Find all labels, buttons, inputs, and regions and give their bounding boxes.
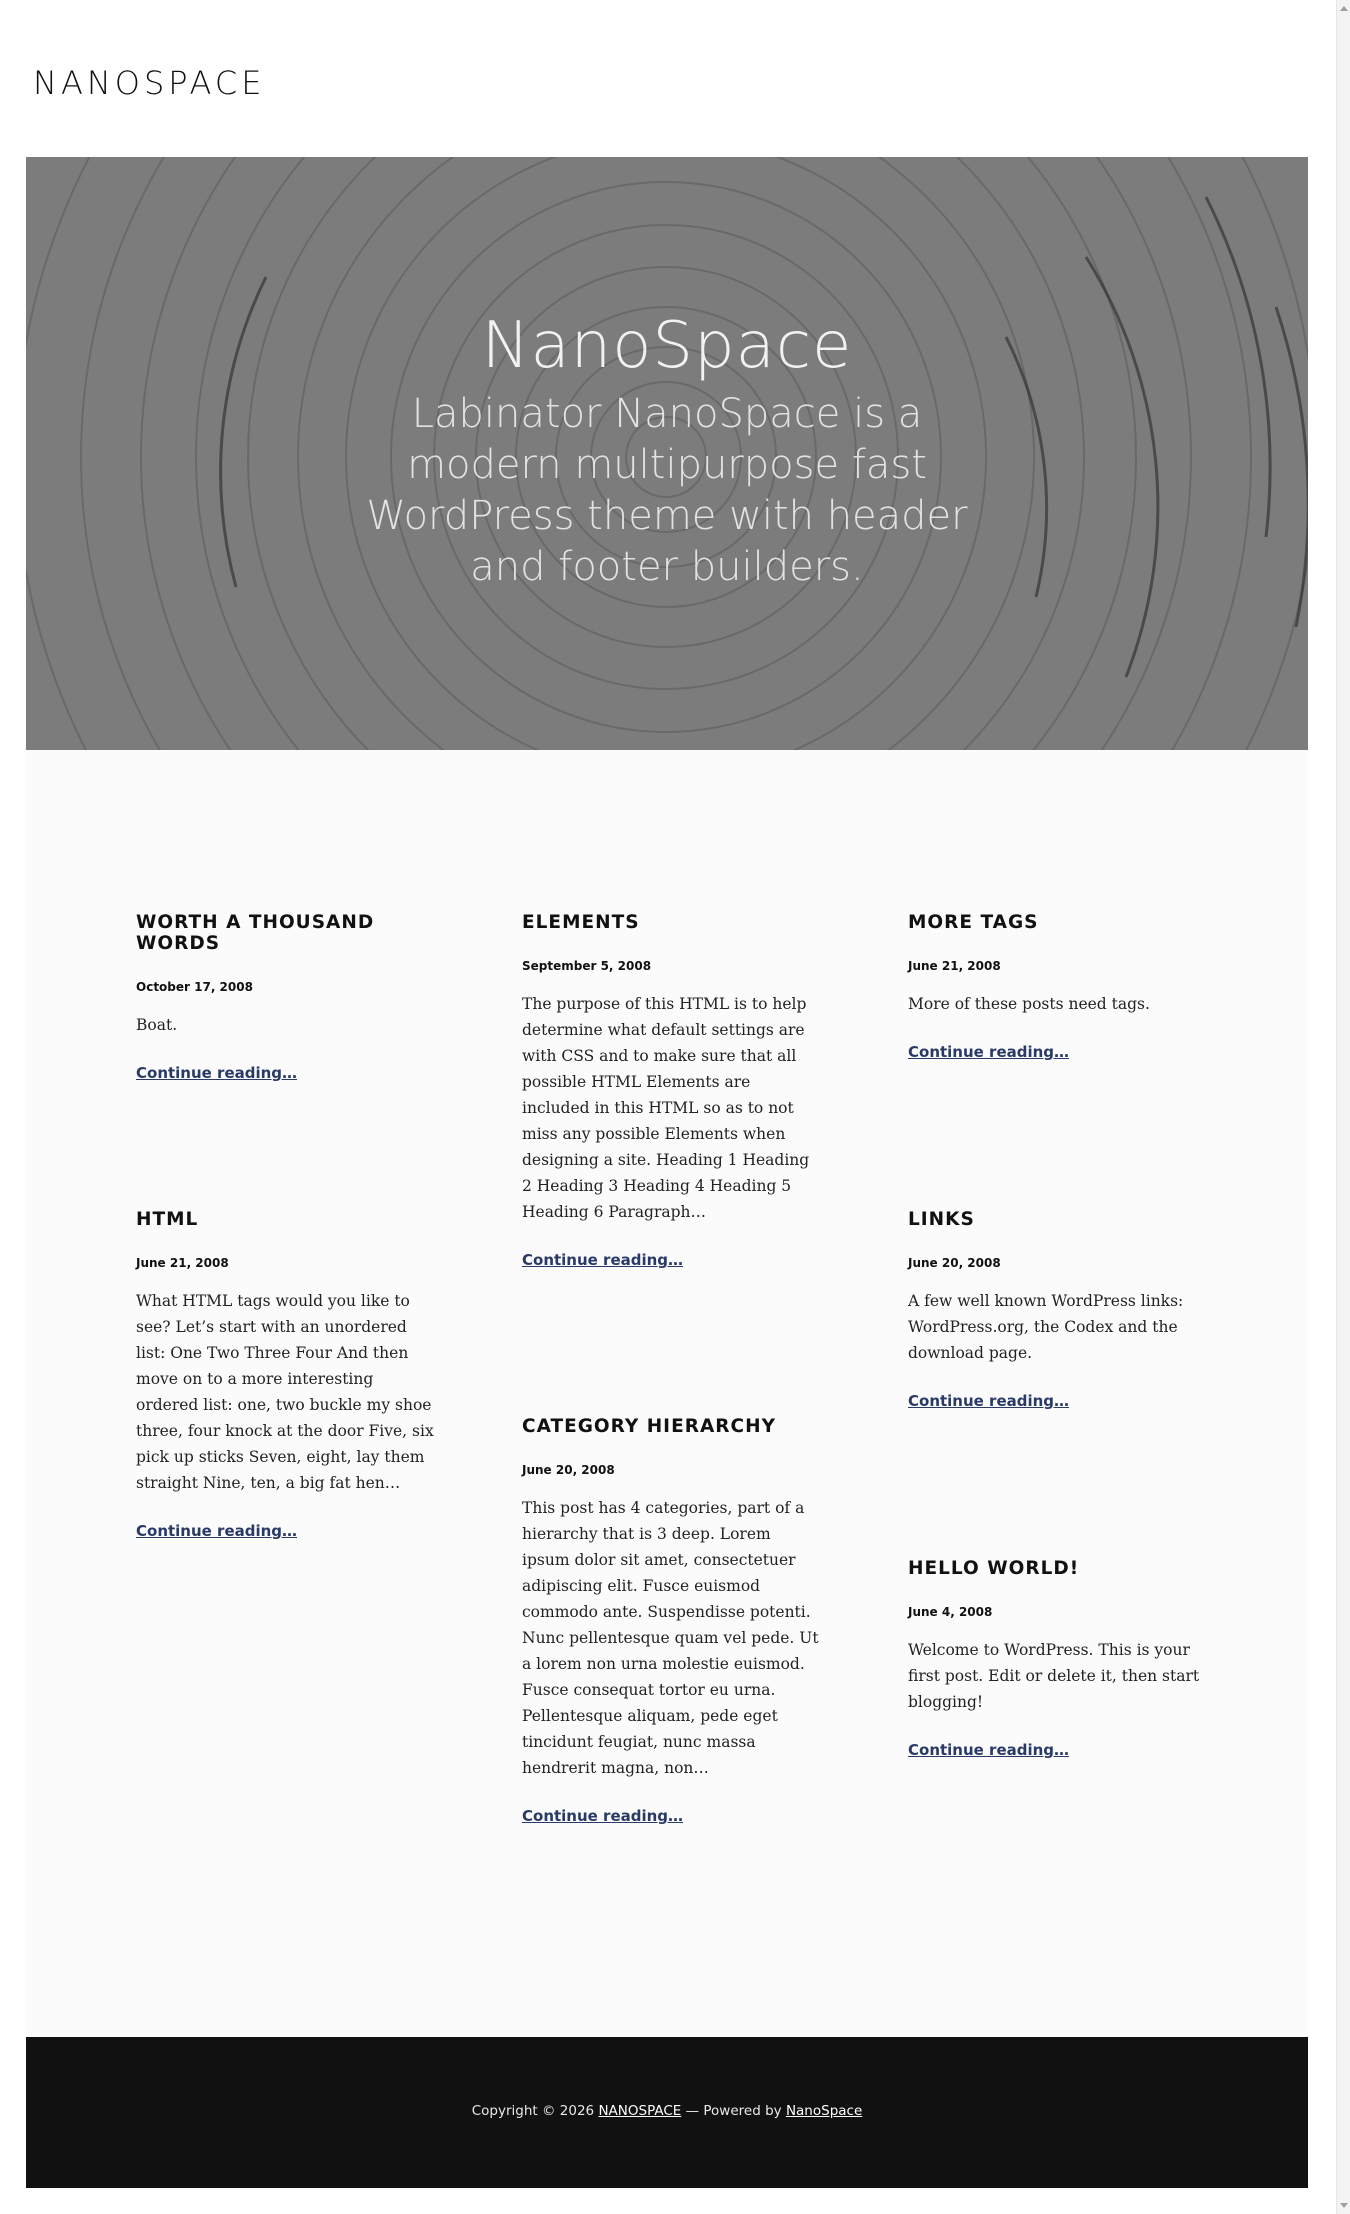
hero-description: Labinator NanoSpace is a modern multipurpose fast WordPress theme with header and footer builders. <box>366 391 968 590</box>
post-date[interactable]: June 4, 2008 <box>908 1605 993 1619</box>
footer-site-link[interactable]: NANOSPACE <box>598 2103 682 2119</box>
post-card <box>136 912 436 1082</box>
post-title[interactable]: MORE TAGS <box>908 912 1039 933</box>
posts-grid <box>26 750 1308 2037</box>
post-title[interactable]: HELLO WORLD! <box>908 1558 1080 1579</box>
site-footer <box>26 2037 1308 2188</box>
continue-reading-link[interactable]: Continue reading… <box>908 1741 1070 1759</box>
post-date[interactable]: June 21, 2008 <box>136 1256 229 1270</box>
page-scrollbar[interactable] <box>1336 0 1350 2214</box>
hero-banner <box>26 157 1308 750</box>
post-date[interactable]: June 20, 2008 <box>522 1463 615 1477</box>
footer-copyright: Copyright © 2026 <box>471 2103 595 2119</box>
post-date[interactable]: June 21, 2008 <box>908 959 1001 973</box>
continue-reading-link[interactable]: Continue reading… <box>908 1392 1070 1410</box>
post-card <box>136 1209 436 1540</box>
post-card <box>908 912 1208 1061</box>
post-card <box>908 1209 1208 1410</box>
post-title[interactable]: WORTH A THOUSAND WORDS <box>136 912 375 954</box>
post-date[interactable]: October 17, 2008 <box>136 980 253 994</box>
post-title[interactable]: ELEMENTS <box>522 912 640 933</box>
post-excerpt: Welcome to WordPress. This is your first post. Edit or delete it, then start blogging! <box>908 1641 1200 1711</box>
continue-reading-link[interactable]: Continue reading… <box>136 1522 298 1540</box>
post-excerpt: Boat. <box>136 1016 178 1034</box>
post-date[interactable]: September 5, 2008 <box>522 959 652 973</box>
site-header <box>0 0 1336 157</box>
post-card <box>522 1416 822 1825</box>
site-title-link[interactable]: NANOSPACE <box>33 64 266 102</box>
continue-reading-link[interactable]: Continue reading… <box>136 1064 298 1082</box>
continue-reading-link[interactable]: Continue reading… <box>522 1807 684 1825</box>
scroll-up-arrow-icon[interactable] <box>1340 6 1348 11</box>
hero-content <box>26 157 1308 750</box>
hero-title: NanoSpace <box>481 309 853 383</box>
post-title[interactable]: HTML <box>136 1209 199 1230</box>
continue-reading-link[interactable]: Continue reading… <box>522 1251 684 1269</box>
post-excerpt: More of these posts need tags. <box>908 995 1150 1013</box>
post-date[interactable]: June 20, 2008 <box>908 1256 1001 1270</box>
footer-credits <box>26 2103 1308 2119</box>
scroll-down-arrow-icon[interactable] <box>1340 2203 1348 2208</box>
footer-theme-link[interactable]: NanoSpace <box>785 2103 863 2119</box>
post-card <box>522 912 822 1269</box>
post-title[interactable]: LINKS <box>908 1209 975 1230</box>
footer-powered-by: — Powered by <box>685 2103 782 2119</box>
continue-reading-link[interactable]: Continue reading… <box>908 1043 1070 1061</box>
post-excerpt: This post has 4 categories, part of a hierarchy that is 3 deep. Lorem ipsum dolor sit amet, consectetuer adipiscing elit. Fusce euismod commodo ante. Suspendisse potenti. Nunc pellentesque quam vel pede. Ut a lorem non urna molestie euismod. Fusce consequat tortor eu urna. Pellentesque aliquam, pede eget tincidunt feugiat, nunc massa hendrerit magna, non… <box>522 1499 819 1777</box>
post-card <box>908 1558 1208 1759</box>
post-excerpt: A few well known WordPress links: WordPress.org, the Codex and the download page. <box>908 1292 1184 1362</box>
post-excerpt: The purpose of this HTML is to help determine what default settings are with CSS and to make sure that all possible HTML Elements are included in this HTML so as to not miss any possible Elements when designing a site. Heading 1 Heading 2 Heading 3 Heading 4 Heading 5 Heading 6 Paragraph… <box>522 995 810 1221</box>
post-title[interactable]: CATEGORY HIERARCHY <box>522 1416 776 1437</box>
post-excerpt: What HTML tags would you like to see? Let’s start with an unordered list: One Two Three Four And then move on to a more interesting ordered list: one, two buckle my shoe three, four knock at the door Five, six pick up sticks Seven, eight, lay them straight Nine, ten, a big fat hen… <box>136 1292 434 1492</box>
